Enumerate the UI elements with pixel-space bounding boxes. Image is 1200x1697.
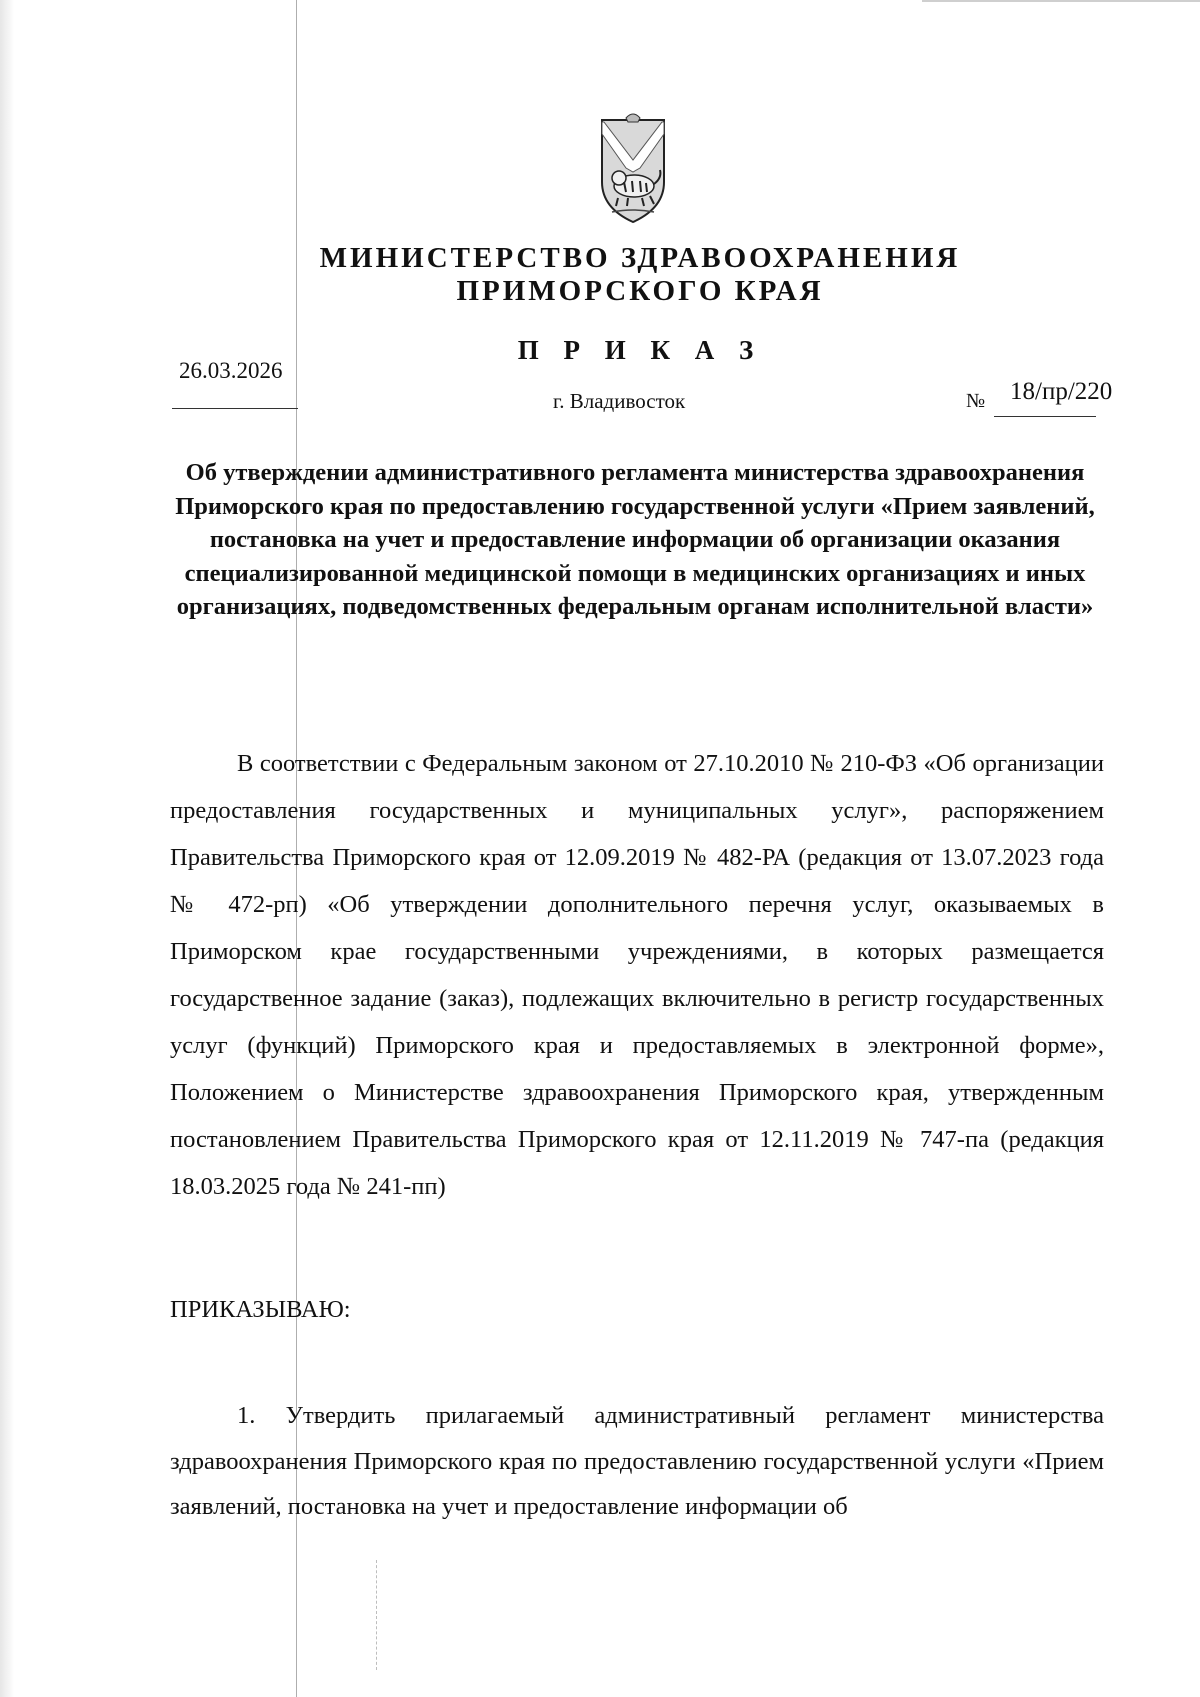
order-item-1 — [170, 1393, 1104, 1530]
scan-dashed-mark — [376, 1560, 377, 1670]
date-underline — [172, 408, 298, 409]
order-subject: Об утверждении административного регламента министерства здравоохранения Приморского края по предоставлению государственной услуги «Прием заявлений, постановка на учет и предоставление информации об организации оказания специализированной медицинской помощи в медицинских организациях и иных организациях, подведомственных федеральным органам исполнительной власти» — [175, 459, 1095, 620]
order-date: 26.03.2026 — [179, 358, 283, 383]
ordering-word: ПРИКАЗЫВАЮ: — [170, 1296, 351, 1323]
number-underline — [994, 416, 1096, 417]
document-type: П Р И К А З — [517, 335, 763, 365]
ministry-name — [0, 242, 1200, 308]
order-city: г. Владивосток — [553, 389, 686, 413]
scan-top-mark — [922, 0, 1200, 2]
primorye-coat-of-arms-icon — [588, 112, 678, 226]
ministry-name-line1: МИНИСТЕРСТВО ЗДРАВООХРАНЕНИЯ — [319, 242, 961, 274]
order-preamble — [170, 740, 1104, 1210]
ministry-name-line2: ПРИМОРСКОГО КРАЯ — [456, 275, 824, 307]
number-sign: № — [966, 390, 986, 412]
order-number: 18/пр/220 — [1010, 378, 1113, 405]
order-item-1-text: 1. Утвердить прилагаемый административный регламент министерства здравоохранения Приморского края по предоставлению государственной услуги «Прием заявлений, постановка на учет и предоставление информации об — [170, 1402, 1104, 1520]
preamble-paragraph: В соответствии с Федеральным законом от 27.10.2010 № 210-ФЗ «Об организации предоставления государственных и муниципальных услуг», распоряжением Правительства Приморского края от 12.09.2019 № 482-РА (редакция от 13.07.2023 года № 472-рп) «Об утверждении дополнительного перечня услуг, оказываемых в Приморском крае государственными учреждениями, в которых размещается государственное задание (заказ), подлежащих включительно в регистр государственных услуг (функций) Приморского края и предоставляемых в электронной форме», Положением о Министерстве здравоохранения Приморского края, утвержденным постановлением Правительства Приморского края от 12.11.2019 № 747-па (редакция 18.03.2025 года № 241-пп) — [170, 750, 1104, 1200]
